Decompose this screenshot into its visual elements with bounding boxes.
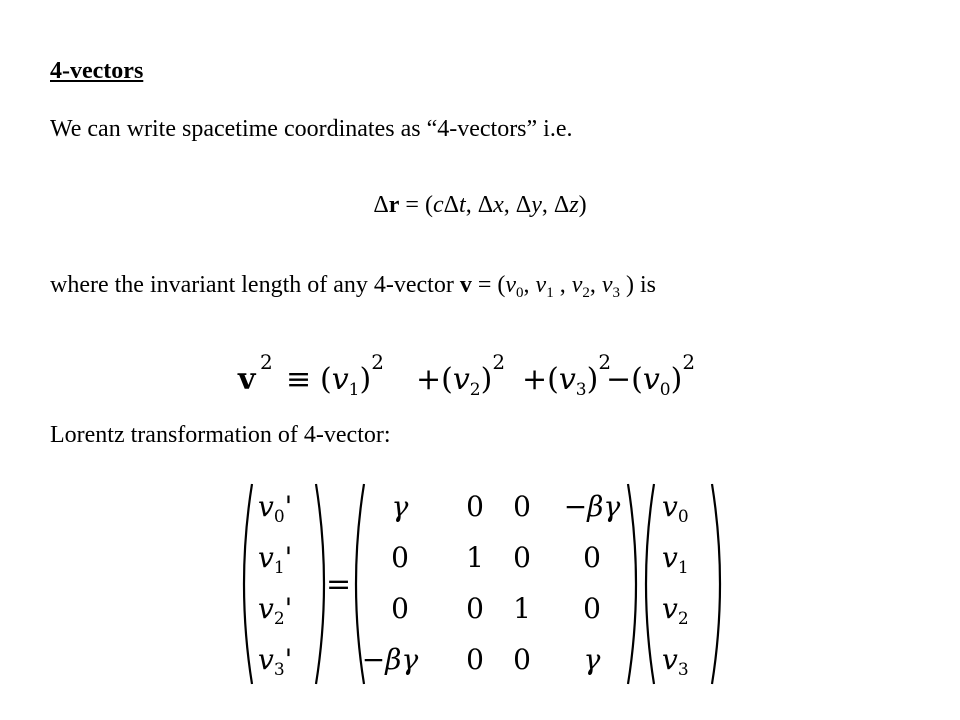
- z-symbol: z: [569, 192, 579, 218]
- v3-sub: 3: [612, 285, 620, 301]
- close-paren: ): [578, 192, 587, 218]
- v2: $v_2$: [662, 592, 689, 629]
- equiv-symbol: ≡: [286, 362, 312, 397]
- v-lhs: v: [238, 362, 256, 397]
- displacement-4-vector: [0, 192, 960, 219]
- right-paren-matrix: [628, 484, 636, 684]
- unprimed-vector: [662, 490, 689, 680]
- m23: 0: [583, 592, 601, 625]
- v2-prime: $v_2'$: [258, 592, 293, 629]
- v0-prime: $v_0'$: [258, 490, 293, 527]
- m02: 0: [513, 490, 531, 523]
- m30: −βγ: [361, 643, 419, 676]
- m20: 0: [391, 592, 409, 625]
- delta-symbol: Δ: [373, 192, 389, 218]
- equals-sign: =: [326, 567, 352, 602]
- m33: γ: [583, 643, 601, 676]
- sep-x: , Δ: [465, 192, 494, 218]
- m31: 0: [466, 643, 484, 676]
- v1-var: v: [535, 272, 547, 298]
- sep-z: , Δ: [541, 192, 570, 218]
- v2-sub: 2: [582, 285, 590, 301]
- v3-var: v: [601, 272, 613, 298]
- m13: 0: [583, 541, 601, 574]
- v-lhs-exp: 2: [260, 350, 273, 374]
- lorentz-label: Lorentz transformation of 4-vector:: [50, 422, 391, 448]
- invariant-lead: where the invariant length of any 4-vector: [50, 272, 460, 298]
- delta-t-symbol: Δ: [443, 192, 460, 218]
- intro-text: We can write spacetime coordinates as “4-vectors” i.e.: [50, 116, 573, 142]
- v3: $v_3$: [662, 643, 689, 680]
- primed-vector: [258, 490, 292, 680]
- m03: −βγ: [563, 490, 621, 523]
- m22: 1: [513, 592, 531, 625]
- m12: 0: [513, 541, 531, 574]
- v2-var: v: [571, 272, 583, 298]
- r-vector: r: [388, 192, 400, 218]
- invariant-text: where the invariant length of any 4-vector $v = (v_0$, $v_1$ , $v_2$, $v_3$ ) is: [50, 272, 656, 301]
- v0-sub: 0: [516, 285, 524, 301]
- sep-y: , Δ: [503, 192, 532, 218]
- invariant-length-formula: [236, 345, 706, 400]
- c-symbol: c: [432, 192, 444, 218]
- term-v1: $(v_1)^2$: [320, 350, 384, 400]
- term-v0: $-(v_0)^2$: [606, 350, 696, 400]
- m21: 0: [466, 592, 484, 625]
- invariant-eq-open: = (: [471, 272, 506, 298]
- t-symbol: t: [459, 192, 466, 218]
- m10: 0: [391, 541, 409, 574]
- right-paren-primed: [316, 484, 324, 684]
- left-paren-primed: [244, 484, 252, 684]
- lorentz-matrix: [362, 490, 621, 676]
- v1-prime: $v_1'$: [258, 541, 293, 578]
- equals-open: = (: [399, 192, 433, 218]
- v1: $v_1$: [662, 541, 689, 578]
- term-v2: $+(v_2)^2$: [416, 350, 506, 400]
- x-symbol: x: [493, 192, 504, 218]
- v3-prime: $v_3'$: [258, 643, 293, 680]
- slide-title: 4-vectors: [50, 58, 144, 84]
- v1-sub: 1: [546, 285, 554, 301]
- left-paren-unprimed: [646, 484, 654, 684]
- m11: 1: [466, 541, 484, 574]
- m01: 0: [466, 490, 484, 523]
- right-paren-unprimed: [712, 484, 720, 684]
- lorentz-matrix-equation: [230, 478, 730, 690]
- m00: γ: [391, 490, 409, 523]
- y-symbol: y: [531, 192, 542, 218]
- v0: $v_0$: [662, 490, 689, 527]
- m32: 0: [513, 643, 531, 676]
- invariant-tail: ) is: [620, 272, 656, 298]
- v-vector: v: [459, 272, 472, 298]
- v0-var: v: [505, 272, 517, 298]
- term-v3: $+(v_3)^2$: [522, 350, 612, 400]
